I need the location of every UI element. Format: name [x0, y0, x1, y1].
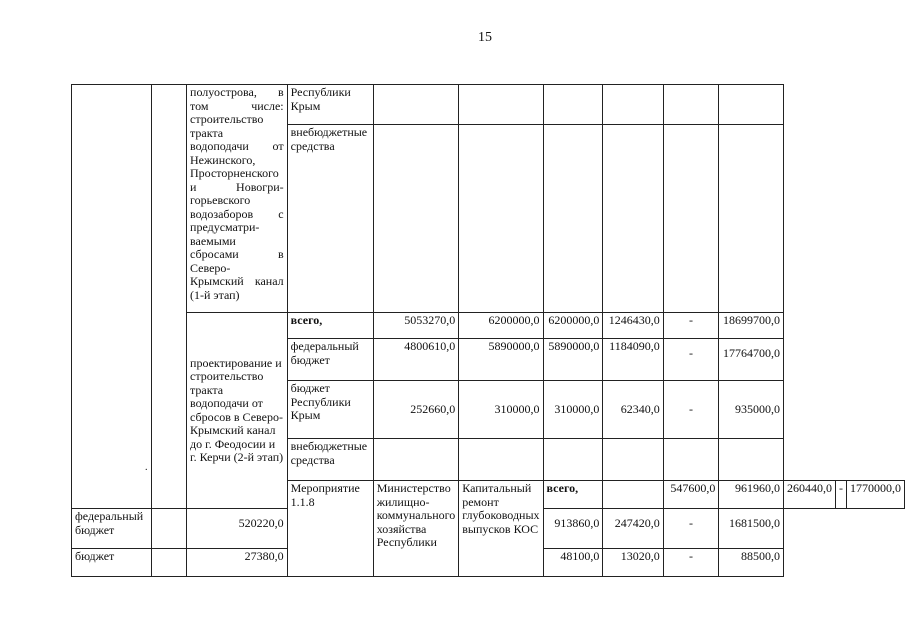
table-row	[72, 85, 905, 125]
total-cell: 18699700,0	[719, 313, 784, 339]
value-cell: 6200000,0	[459, 313, 543, 339]
table-row	[72, 313, 905, 339]
funding-source: внебюджетные средства	[287, 125, 373, 313]
executor-cell	[151, 85, 186, 509]
value-cell: 48100,0	[543, 549, 603, 577]
value-cell: 4800610,0	[373, 339, 459, 381]
scan-speck: .	[145, 462, 148, 473]
total-cell: 1770000,0	[847, 481, 905, 509]
funding-source: Республики Крым	[287, 85, 373, 125]
value-cell: -	[836, 481, 847, 509]
funding-source: бюджет Республики Крым	[287, 381, 373, 439]
value-cell: 961960,0	[719, 481, 784, 509]
value-cell	[603, 481, 663, 509]
value-cell: 62340,0	[603, 381, 663, 439]
value-cell: 5053270,0	[373, 313, 459, 339]
value-cell: 310000,0	[543, 381, 603, 439]
value-cell: 1246430,0	[603, 313, 663, 339]
total-cell: 935000,0	[719, 381, 784, 439]
value-cell	[151, 549, 186, 577]
total-cell: 1681500,0	[719, 509, 784, 549]
value-cell: 247420,0	[603, 509, 663, 549]
value-cell: 913860,0	[543, 509, 603, 549]
value-cell: 27380,0	[187, 549, 288, 577]
value-cell: 547600,0	[663, 481, 719, 509]
funding-table	[71, 84, 905, 577]
value-cell: -	[663, 509, 719, 549]
project-description: Капитальный ремонт глубоководных выпусков КОС	[459, 481, 543, 577]
value-cell: -	[663, 549, 719, 577]
value-cell: -	[663, 313, 719, 339]
page-number: 15	[478, 30, 492, 45]
value-cell: 13020,0	[603, 549, 663, 577]
value-cell: -	[663, 381, 719, 439]
funding-source: федеральный бюджет	[287, 339, 373, 381]
measure-name: Мероприятие 1.1.8	[287, 481, 373, 577]
value-cell: 1184090,0	[603, 339, 663, 381]
funding-source: внебюджетные средства	[287, 439, 373, 481]
value-cell: 6200000,0	[543, 313, 603, 339]
value-cell: 5890000,0	[459, 339, 543, 381]
total-cell: 17764700,0	[719, 339, 784, 381]
project-description: полуострова, в том числе: строительство тракта водоподачи от Нежинского, Просторненского и Новогри- горьевского водозаборов с предусматри- ваемыми сбросами в Северо-Крымский канал (1-й этап)	[187, 85, 288, 313]
project-description: проектирование и строительство тракта водоподачи от сбросов в Северо-Крымский канал до г. Феодосии и г. Керчи (2-й этап)	[187, 313, 288, 509]
value-cell: 520220,0	[187, 509, 288, 549]
funding-source: всего,	[287, 313, 373, 339]
value-cell: -	[663, 339, 719, 381]
value-cell: 260440,0	[784, 481, 836, 509]
funding-source: всего,	[543, 481, 603, 509]
value-cell: 252660,0	[373, 381, 459, 439]
value-cell	[151, 509, 186, 549]
executor-name: Министерство жилищно- коммунального хозяйства Республики	[373, 481, 459, 577]
value-cell: 310000,0	[459, 381, 543, 439]
funding-source: бюджет	[72, 549, 152, 577]
measure-cell	[72, 85, 152, 509]
total-cell: 88500,0	[719, 549, 784, 577]
value-cell: 5890000,0	[543, 339, 603, 381]
funding-source: федеральный бюджет	[72, 509, 152, 549]
